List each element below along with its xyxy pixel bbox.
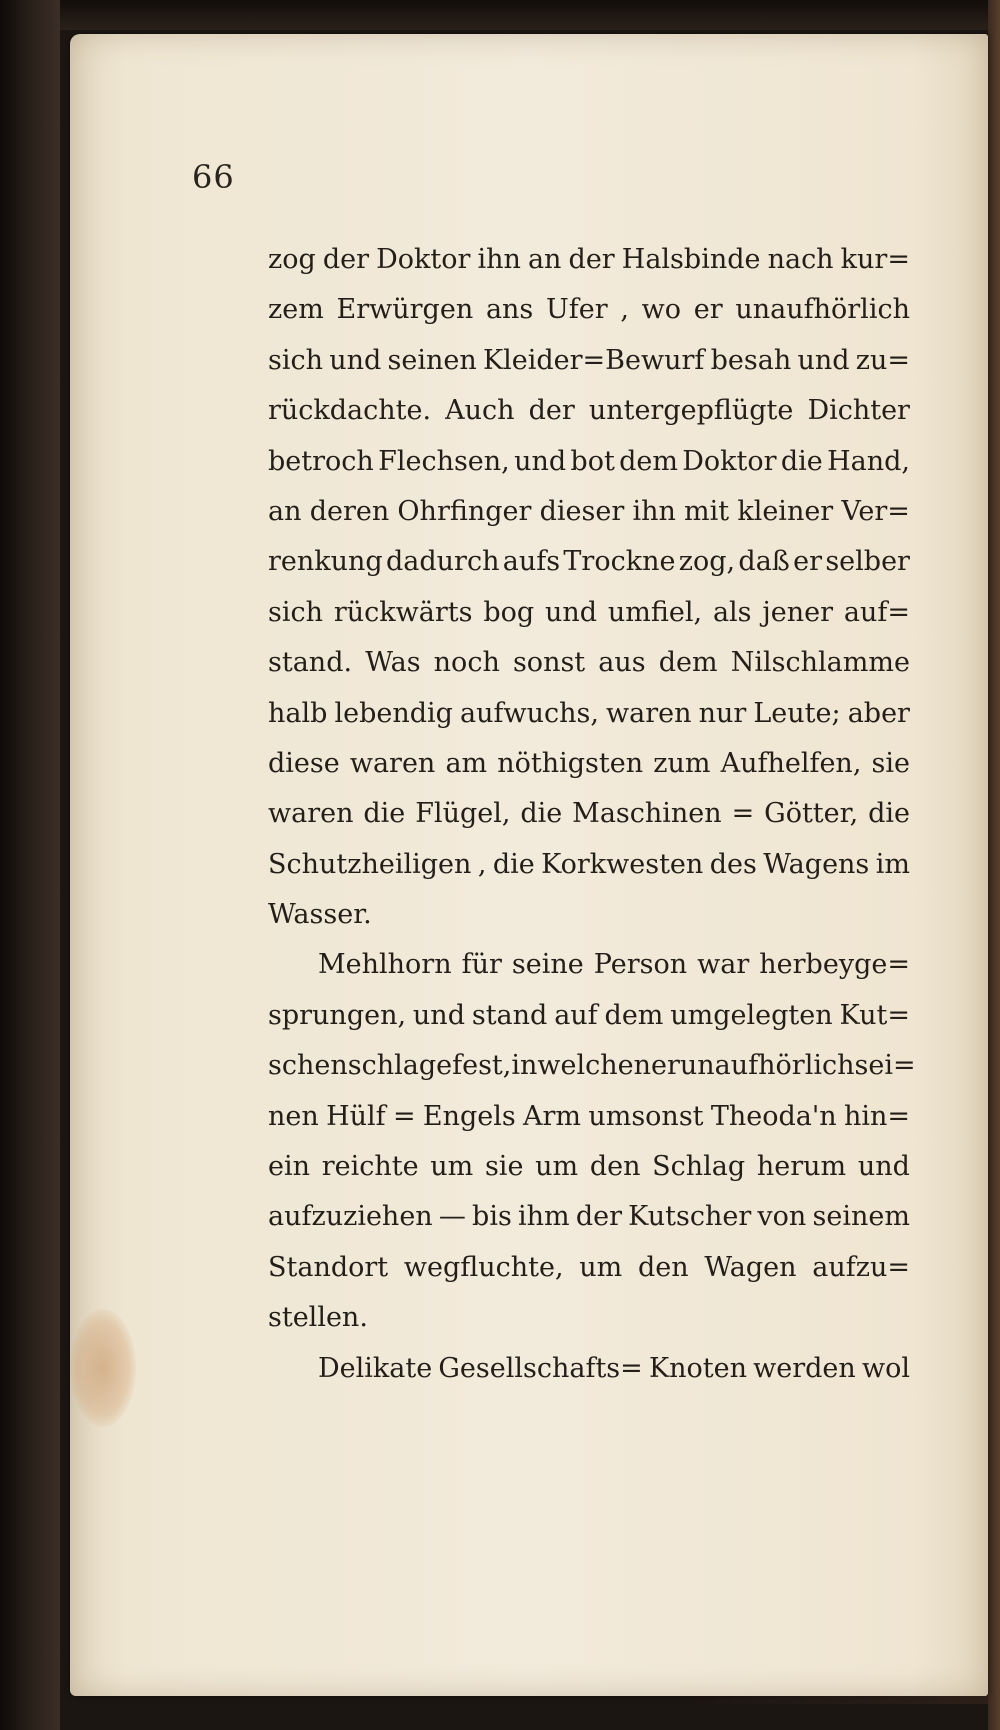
text-line: sprungen, und stand auf dem umgelegten Kut= (268, 999, 910, 1031)
text-line: stellen. (268, 1302, 368, 1334)
book-spine (0, 0, 60, 1730)
page-bottom-edge (688, 1696, 988, 1704)
text-line: Delikate Gesellschafts= Knoten werden wol (318, 1352, 910, 1384)
text-line: stand. Was noch sonst aus dem Nilschlamme (268, 647, 910, 679)
text-line: renkung dadurch aufs Trockne zog, daß er selber (268, 546, 910, 578)
book-top-edge (0, 0, 1000, 30)
text-line: ein reichte um sie um den Schlag herum und (268, 1151, 910, 1183)
text-line: Mehlhorn für seine Person war herbeyge= (318, 949, 910, 981)
text-line: zem Erwürgen ans Ufer , wo er unaufhörlich (268, 294, 910, 326)
page-number: 66 (192, 158, 235, 196)
text-line: zog der Doktor ihn an der Halsbinde nach kur= (268, 244, 910, 275)
text-line: an deren Ohrfinger dieser ihn mit kleiner Ver= (268, 495, 910, 527)
text-line: waren die Flügel, die Maschinen = Götter, die (268, 798, 910, 830)
foxing-stain (70, 1309, 136, 1427)
text-line: halb lebendig aufwuchs, waren nur Leute; aber (268, 697, 910, 729)
text-line: sich rückwärts bog und umfiel, als jener auf= (268, 596, 910, 628)
text-line: aufzuziehen — bis ihm der Kutscher von seinem (268, 1201, 910, 1233)
text-line: rückdachte. Auch der untergepflügte Dichter (268, 395, 910, 427)
text-line: Standort wegfluchte, um den Wagen aufzu= (268, 1251, 910, 1283)
text-line: diese waren am nöthigsten zum Aufhelfen, sie (268, 747, 910, 779)
page-body-text (268, 235, 916, 1394)
book-cover-edge (988, 0, 1000, 1730)
text-line: sich und seinen Kleider=Bewurf besah und zu= (268, 344, 910, 376)
text-line: betroch Flechsen, und bot dem Doktor die Hand, (268, 445, 910, 477)
text-line: nen Hülf = Engels Arm umsonst Theoda'n hin= (268, 1100, 910, 1132)
text-line: schenschlage fest, in welchen er unaufhörlich sei= (268, 1050, 916, 1082)
text-line: Schutzheiligen , die Korkwesten des Wagens im (268, 848, 910, 880)
text-line: Wasser. (268, 899, 372, 931)
